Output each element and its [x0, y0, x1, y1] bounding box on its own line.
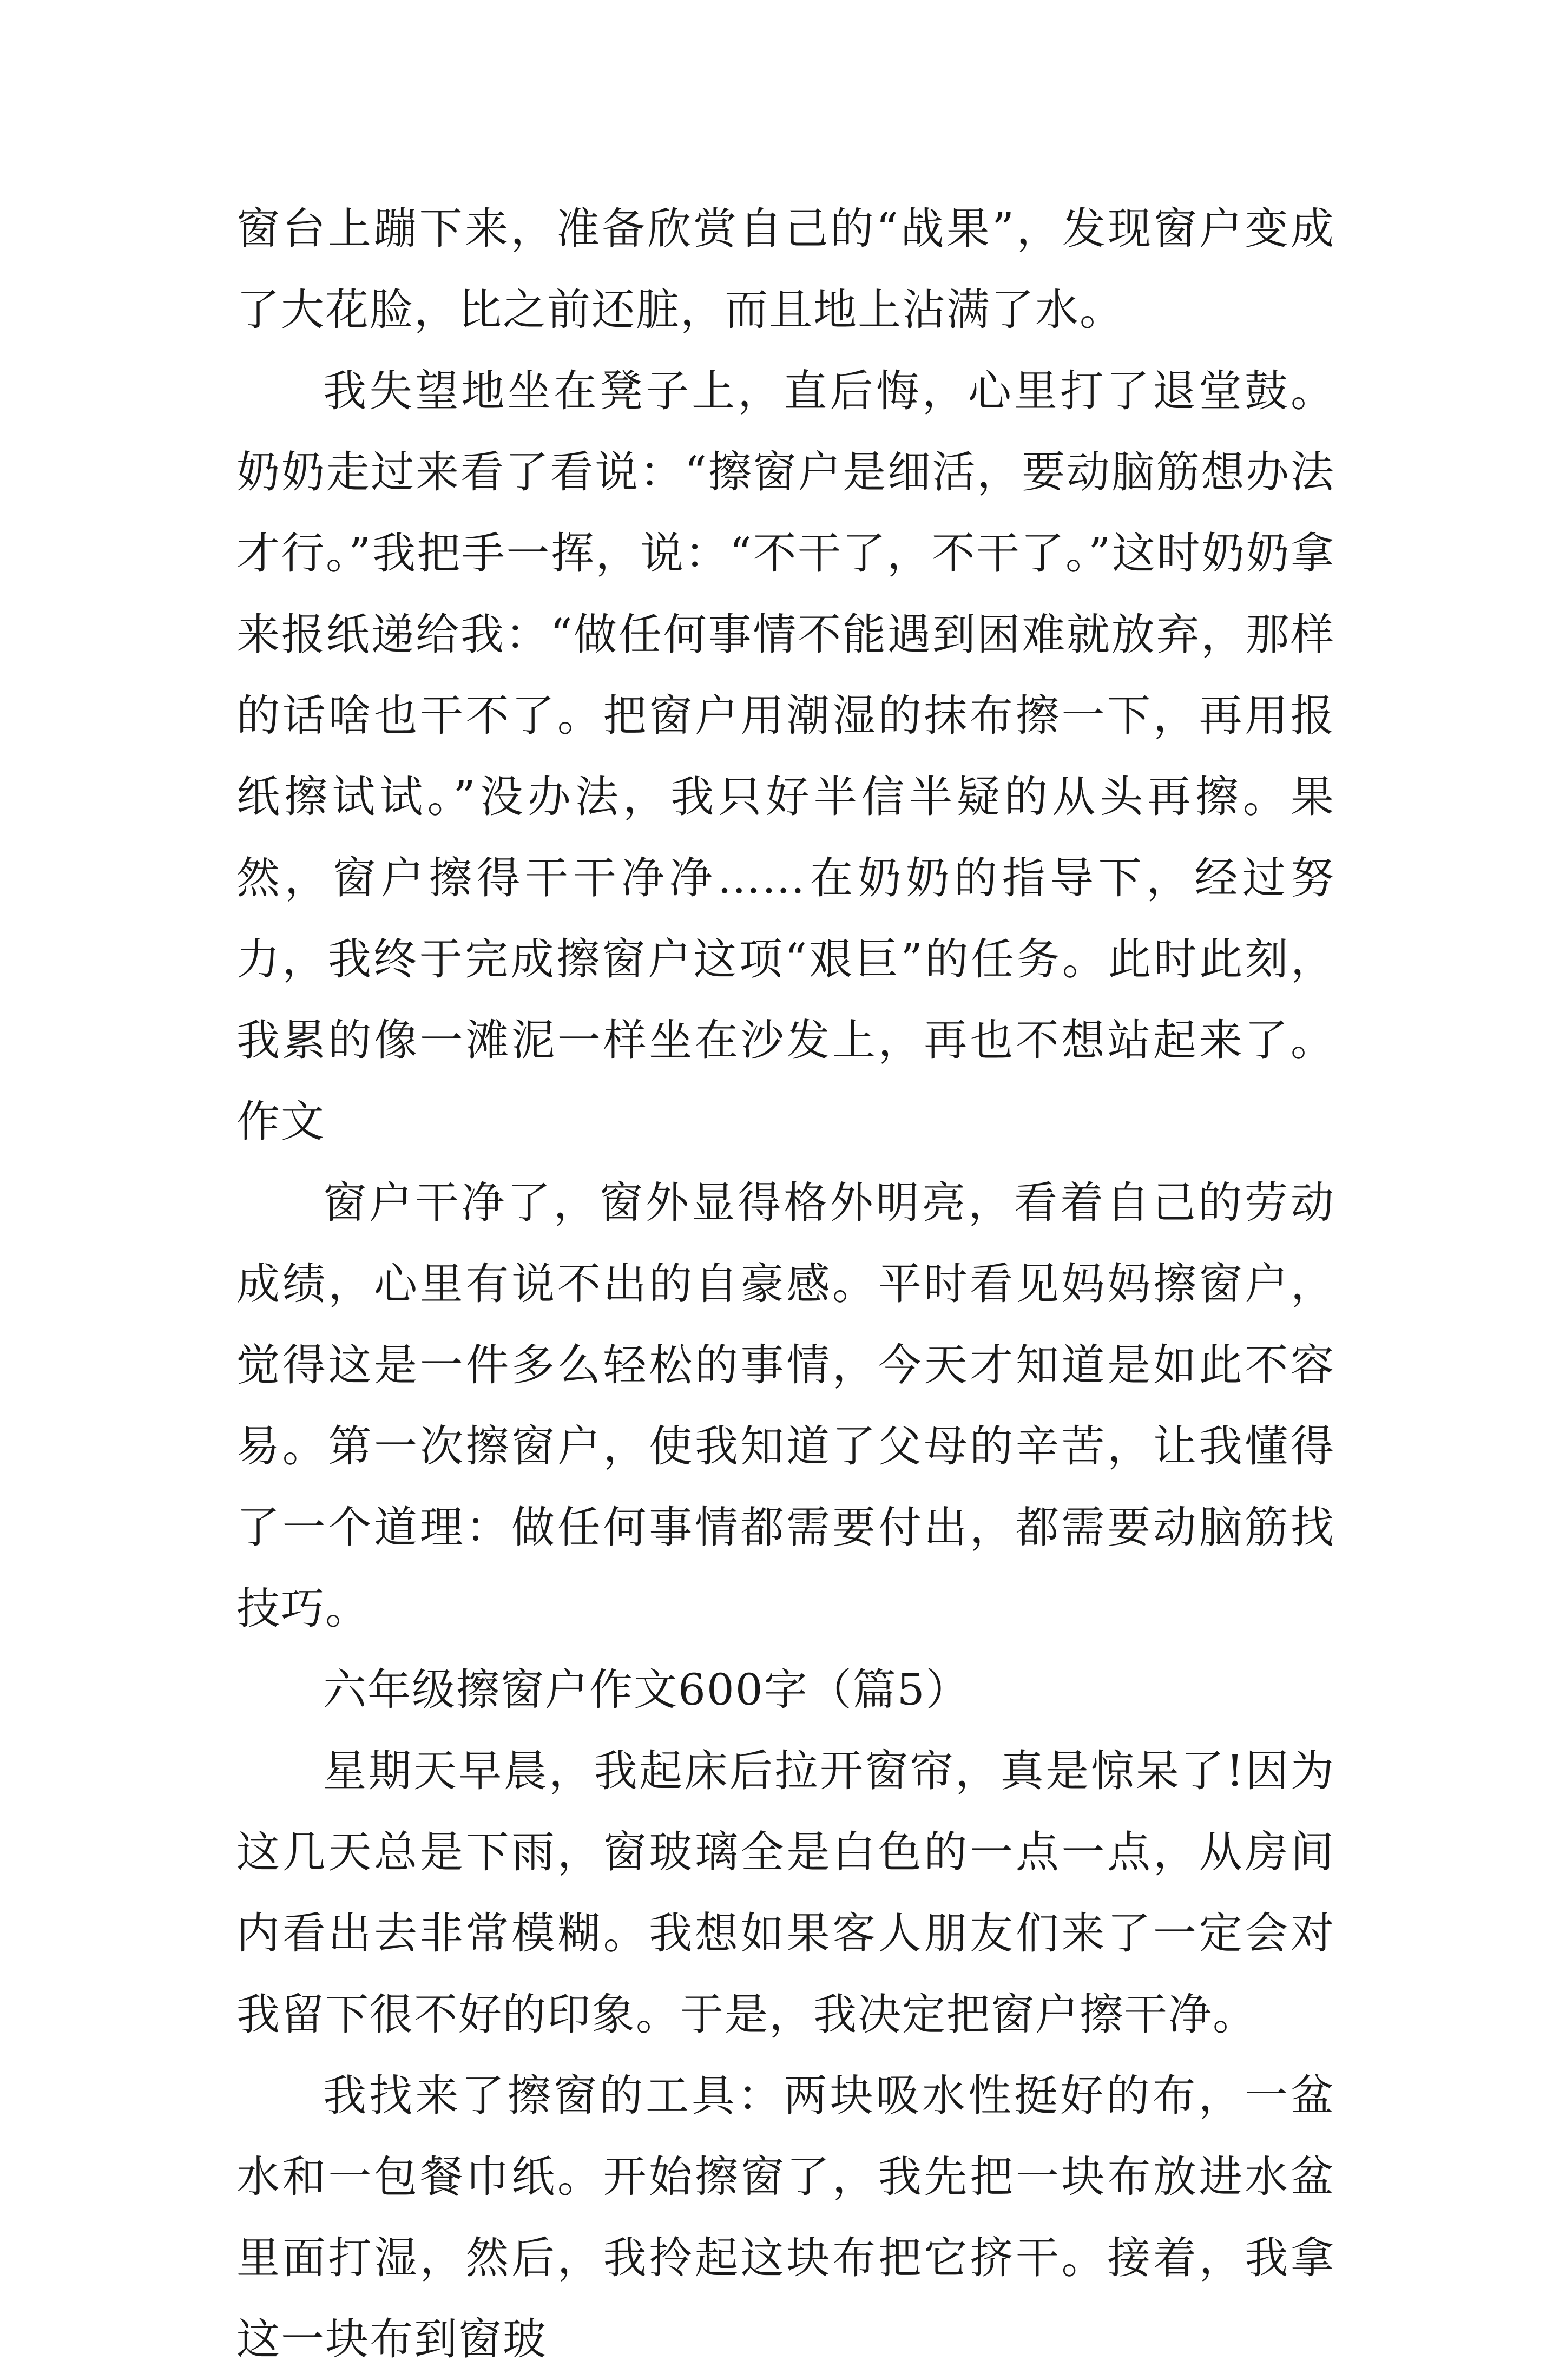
paragraph-3: 窗户干净了，窗外显得格外明亮，看着自己的劳动成绩，心里有说不出的自豪感。平时看见妈妈擦窗户，觉得这是一件多么轻松的事情，今天才知道是如此不容易。第一次擦窗户，使我知道了父母的辛苦，让我懂得了一个道理：做任何事情都需要付出，都需要动脑筋找技巧。 [236, 1178, 1335, 1634]
paragraph-2: 我失望地坐在凳子上，直后悔，心里打了退堂鼓。奶奶走过来看了看说：“擦窗户是细活，要动脑筋想办法才行。”我把手一挥，说：“不干了，不干了。”这时奶奶拿来报纸递给我：“做任何事情不能遇到困难就放弃，那样的话啥也干不了。把窗户用潮湿的抹布擦一下，再用报纸擦试试。”没办法，我只好半信半疑的从头再擦。果然，窗户擦得干干净净……在奶奶的指导下，经过努力，我终于完成擦窗户这项“艰巨”的任务。此时此刻，我累的像一滩泥一样坐在沙发上，再也不想站起来了。作文 [236, 366, 1335, 1147]
paragraph-1: 窗台上蹦下来，准备欣赏自己的“战果”，发现窗户变成了大花脸，比之前还脏，而且地上沾满了水。 [236, 203, 1335, 335]
document-body [236, 188, 1335, 2380]
paragraph-5: 星期天早晨，我起床后拉开窗帘，真是惊呆了!因为这几天总是下雨，窗玻璃全是白色的一点一点，从房间内看出去非常模糊。我想如果客人朋友们来了一定会对我留下很不好的印象。于是，我决定把窗户擦干净。 [236, 1746, 1335, 2040]
section-heading: 六年级擦窗户作文600字（篇5） [323, 1665, 970, 1715]
paragraph-6: 我找来了擦窗的工具：两块吸水性挺好的布，一盆水和一包餐巾纸。开始擦窗了，我先把一块布放进水盆里面打湿，然后，我拎起这块布把它挤干。接着，我拿这一块布到窗玻 [236, 2070, 1335, 2364]
